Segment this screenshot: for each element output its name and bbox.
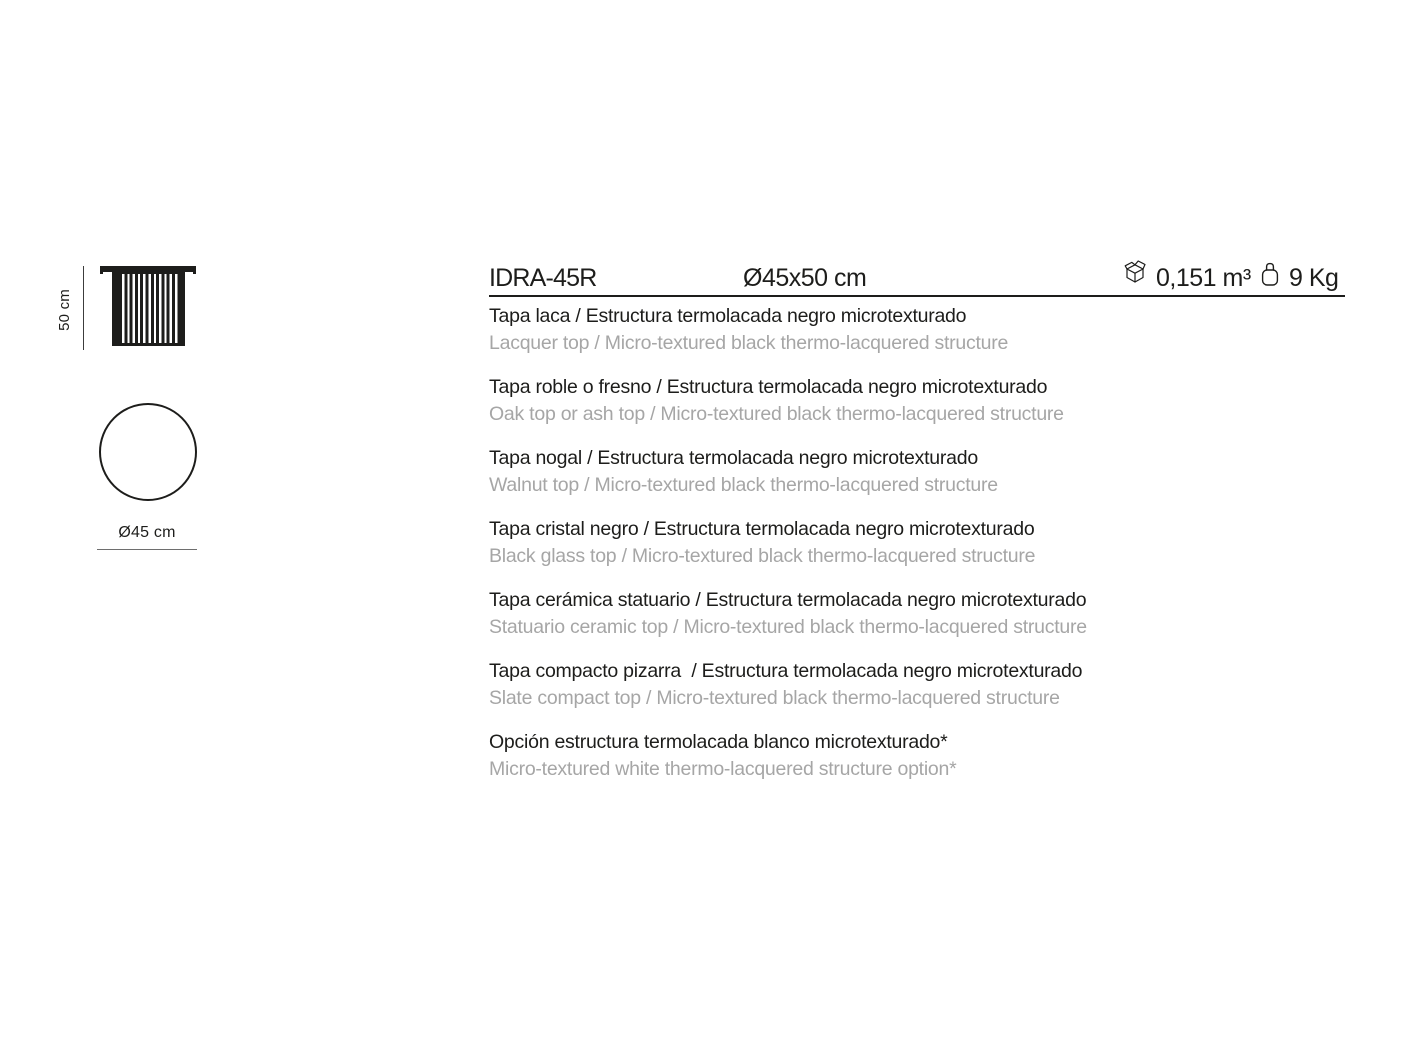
weight-value: 9 Kg <box>1289 264 1339 292</box>
finish-label-en: Statuario ceramic top / Micro-textured black thermo-lacquered structure <box>489 616 1087 638</box>
packaging-box-icon <box>1124 259 1146 286</box>
finish-label-es: Tapa cerámica statuario / Estructura termolacada negro microtexturado <box>489 589 1087 611</box>
height-dimension-line <box>83 266 84 350</box>
finish-option <box>489 445 1369 499</box>
finish-label-en: Micro-textured white thermo-lacquered structure option* <box>489 758 957 780</box>
finish-option <box>489 303 1369 357</box>
finish-option <box>489 729 1369 783</box>
finish-option <box>489 587 1369 641</box>
finish-label-es: Tapa compacto pizarra / Estructura termolacada negro microtexturado <box>489 660 1083 682</box>
product-size: Ø45x50 cm <box>743 264 867 292</box>
finish-option <box>489 374 1369 428</box>
finish-label-es: Tapa cristal negro / Estructura termolacada negro microtexturado <box>489 518 1035 540</box>
table-top-view-circle <box>99 403 197 501</box>
diameter-dimension-label: Ø45 cm <box>118 524 176 541</box>
finish-label-es: Tapa nogal / Estructura termolacada negro microtexturado <box>489 447 978 469</box>
finish-label-es: Tapa roble o fresno / Estructura termolacada negro microtexturado <box>489 376 1048 398</box>
finish-label-en: Walnut top / Micro-textured black thermo-lacquered structure <box>489 474 998 496</box>
finish-label-en: Lacquer top / Micro-textured black thermo-lacquered structure <box>489 332 1009 354</box>
finish-option <box>489 516 1369 570</box>
finish-label-es: Tapa laca / Estructura termolacada negro microtexturado <box>489 305 967 327</box>
finish-label-en: Oak top or ash top / Micro-textured black thermo-lacquered structure <box>489 403 1064 425</box>
finish-label-en: Slate compact top / Micro-textured black thermo-lacquered structure <box>489 687 1060 709</box>
table-side-view-slatted-base <box>112 272 185 346</box>
weight-icon <box>1259 260 1281 288</box>
finish-option <box>489 658 1369 712</box>
diameter-dimension-line <box>97 549 197 550</box>
product-model: IDRA-45R <box>489 264 597 292</box>
finish-label-es: Opción estructura termolacada blanco microtexturado* <box>489 731 948 753</box>
header-divider <box>489 295 1345 297</box>
height-dimension-label: 50 cm <box>56 289 73 331</box>
packaging-volume-value: 0,151 m³ <box>1156 264 1251 292</box>
finish-options-list <box>489 303 1369 800</box>
finish-label-en: Black glass top / Micro-textured black thermo-lacquered structure <box>489 545 1036 567</box>
